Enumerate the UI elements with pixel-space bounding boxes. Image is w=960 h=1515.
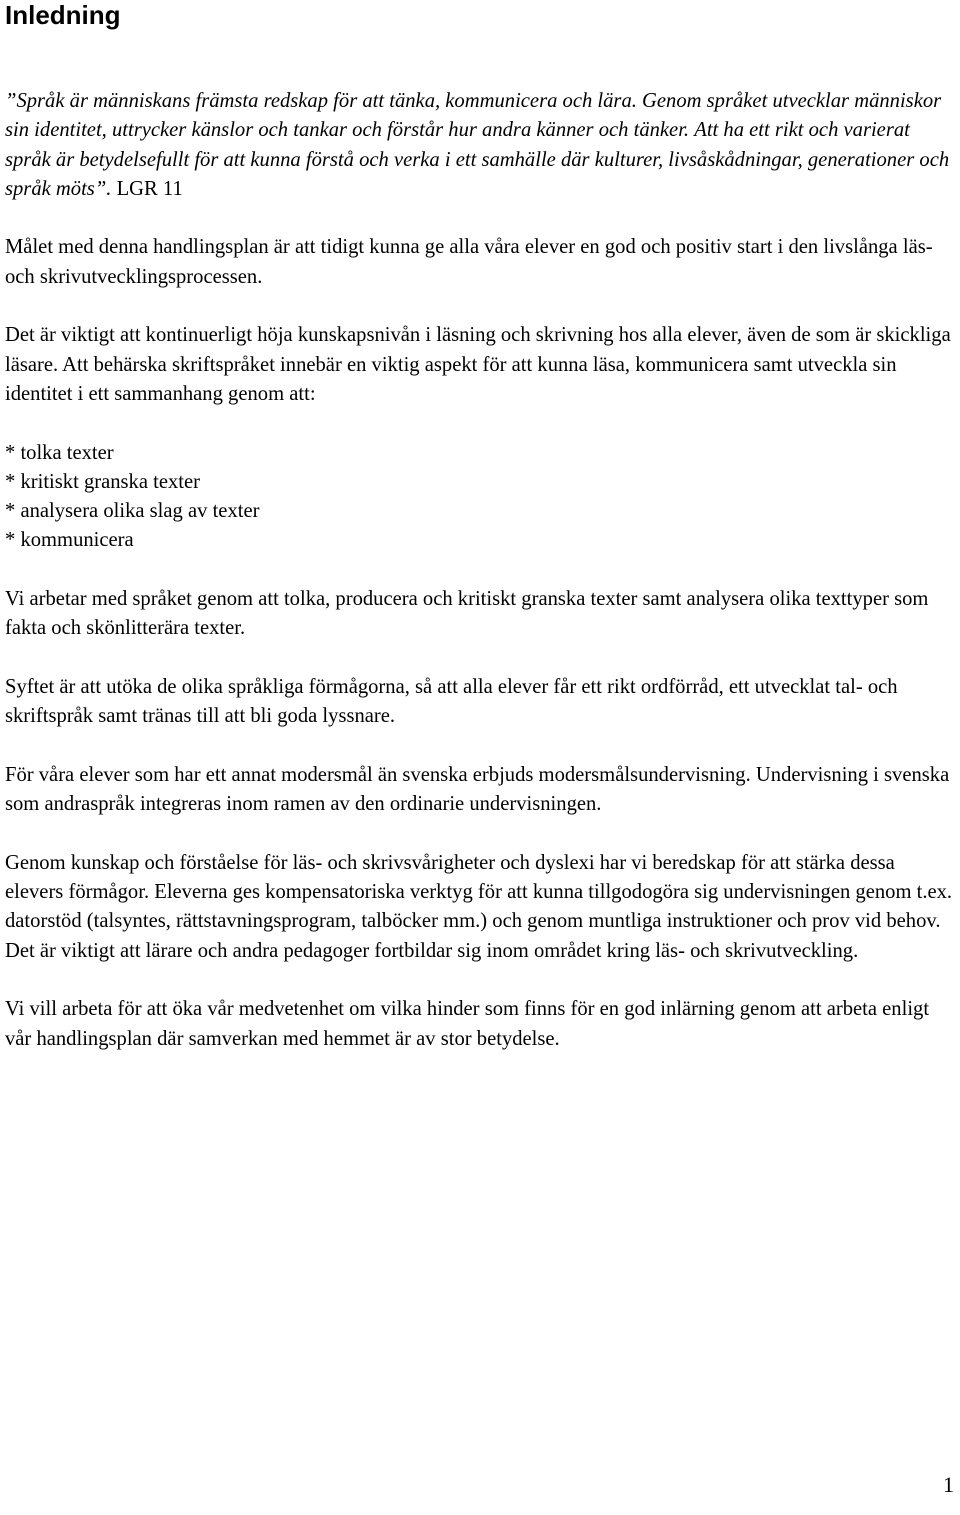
paragraph-mother-tongue: För våra elever som har ett annat modersmål än svenska erbjuds modersmålsundervisning. Undervisning i svenska som andraspråk integreras inom ramen av den ordinarie undervisningen. [5,763,950,816]
paragraph-goal: Målet med denna handlingsplan är att tidigt kunna ge alla våra elever en god och positiv start i den livslånga läs- och skrivutvecklingsprocessen. [5,236,933,288]
paragraph-dyslexia: Genom kunskap och förståelse för läs- och skrivsvårigheter och dyslexi har vi beredskap för att stärka dessa elevers förmågor. Eleverna ges kompensatoriska verktyg för att kunna tillgodogöra sig undervisningen genom t.ex. datorstöd (talsyntes, rättstavningsprogram, talböcker mm.) och genom muntliga instruktioner och prov vid behov. [5,851,953,933]
intro-quote-part1: ”Språk är människans främsta redskap för att tänka, kommunicera och lära. Genom språket utvecklar människor sin identitet, uttrycker känslor och tankar och förstår hur andra känner och tänker. [5,90,942,142]
list-item: * tolka texter [5,441,114,464]
list-item: * kommunicera [5,529,134,552]
list-item: * analysera olika slag av texter [5,500,260,523]
intro-source: LGR 11 [116,177,183,200]
paragraph-purpose: Syftet är att utöka de olika språkliga förmågorna, så att alla elever får ett rikt ordförråd, ett utvecklat tal- och skriftspråk samt tränas till att bli goda lyssnare. [5,675,898,728]
intro-quote-part2: Att ha ett rikt och varierat språk är betydelsefullt för att kunna förstå och verka i ett samhälle där kulturer, livsåskådningar, generationer och språk möts”. [5,119,950,200]
page-title: Inledning [5,0,121,30]
intro-quote-paragraph [5,87,957,204]
paragraph-training: Det är viktigt att lärare och andra pedagoger fortbildar sig inom området kring läs- och skrivutveckling. [5,939,859,962]
paragraph-importance: Det är viktigt att kontinuerligt höja kunskapsnivån i läsning och skrivning hos alla elever, även de som är skickliga läsare. Att behärska skriftspråket innebär en viktig aspekt för att kunna läsa, kommunicera samt utveckla sin identitet i ett sammanhang genom att: [5,324,951,405]
paragraph-methods: Vi arbetar med språket genom att tolka, producera och kritiskt granska texter samt analysera olika texttyper som fakta och skönlitterära texter. [5,588,929,640]
list-item: * kritiskt granska texter [5,470,201,493]
document-body [5,87,957,1083]
skills-list [5,439,957,556]
paragraph-awareness: Vi vill arbeta för att öka vår medvetenhet om vilka hinder som finns för en god inlärning genom att arbeta enligt vår handlingsplan där samverkan med hemmet är av stor betydelse. [5,998,930,1050]
page-number: 1 [943,1472,954,1497]
